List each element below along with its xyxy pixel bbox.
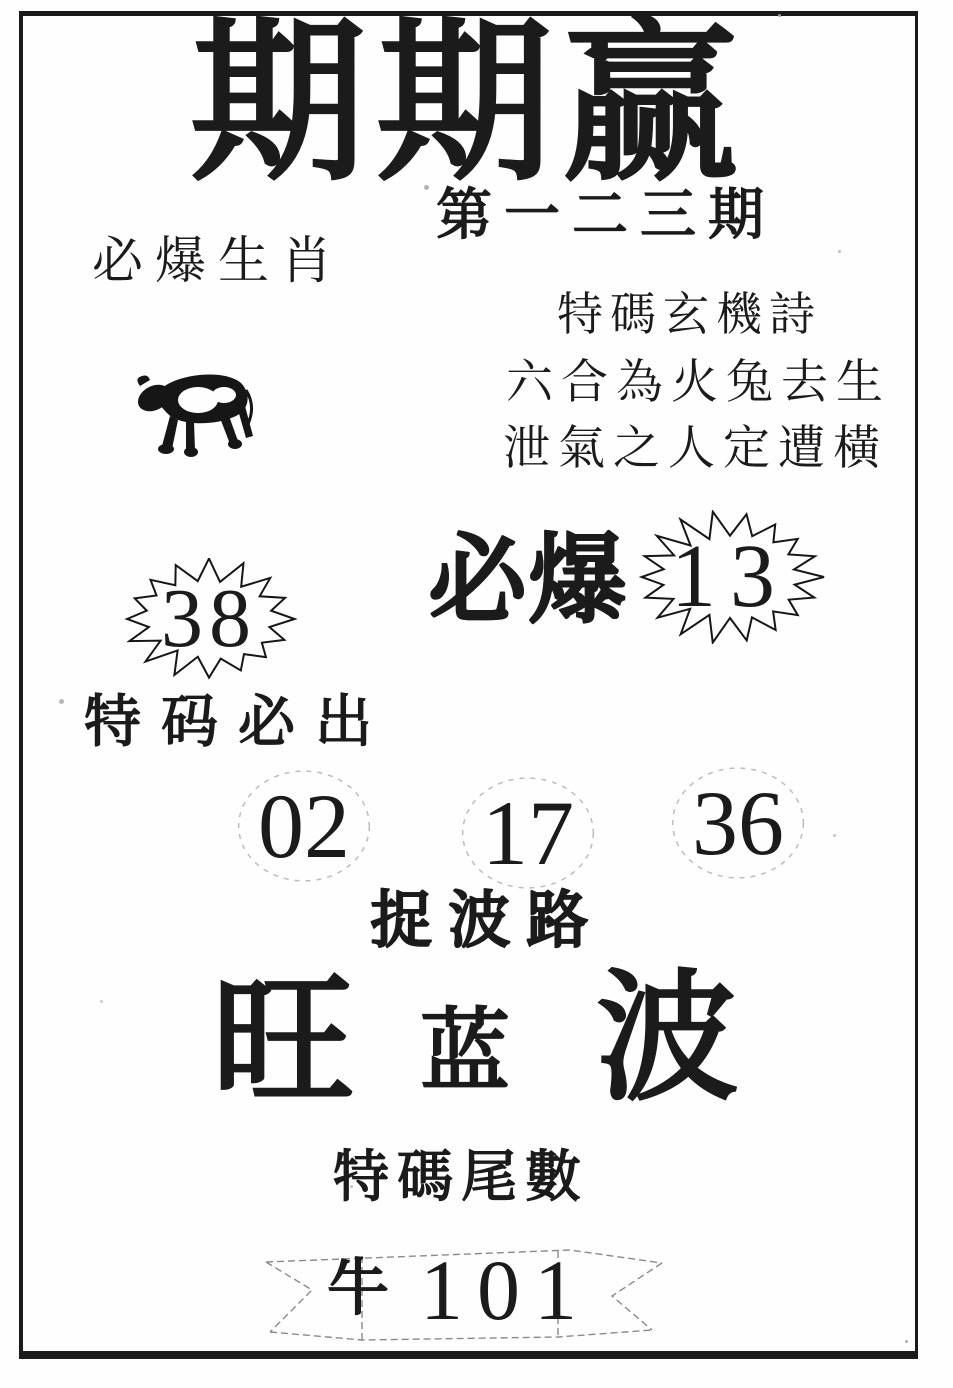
burst-number-left: 38	[161, 572, 257, 665]
issue-number: 第一二三期	[436, 185, 776, 247]
burst-number-right: 13	[671, 527, 789, 626]
tail-zodiac-char: 牛	[327, 1255, 390, 1323]
wave-char-lan: 蓝	[420, 1003, 510, 1102]
must-explode-label: 必爆	[428, 527, 629, 635]
special-number-value: 17	[482, 782, 574, 884]
special-number-item	[233, 765, 375, 887]
poem-title: 特碼玄機詩	[557, 289, 822, 340]
zodiac-section-label: 必爆生肖	[92, 234, 345, 290]
poem-line-1: 六合為火兔去生	[506, 357, 891, 409]
ox-image	[124, 350, 274, 482]
poem-line-2: 泄氣之人定遭橫	[503, 423, 888, 475]
tail-number-value: 101	[420, 1242, 591, 1338]
tail-number-label: 特碼尾數	[333, 1147, 589, 1209]
starburst-badge-right	[630, 510, 830, 644]
special-number-value: 02	[258, 775, 350, 877]
wave-section-label: 捉波路	[370, 887, 605, 955]
wave-char-bo: 波	[596, 960, 738, 1118]
starburst-badge-left	[118, 558, 300, 680]
special-number-item	[457, 772, 599, 894]
special-numbers-label: 特码必出	[84, 691, 392, 754]
wave-char-wang: 旺	[212, 964, 354, 1122]
special-number-item	[667, 762, 809, 884]
page-title: 期期赢	[190, 8, 749, 203]
special-number-value: 36	[692, 772, 784, 874]
scan-noise-specks	[778, 14, 781, 17]
